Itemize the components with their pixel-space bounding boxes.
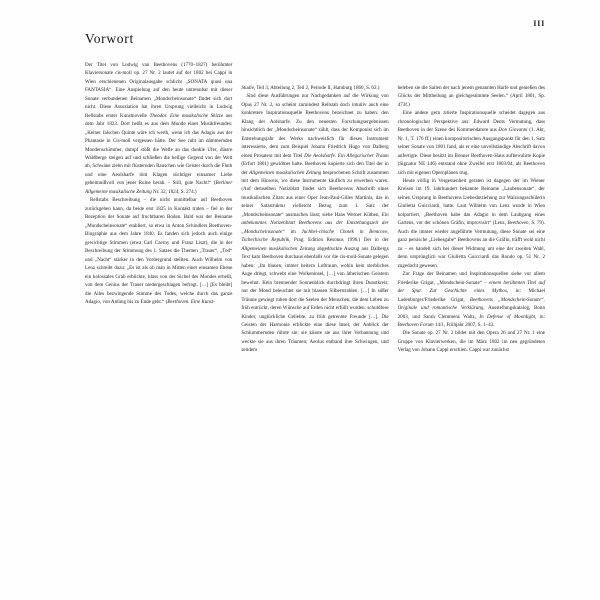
paragraph [398,109,545,177]
column-top-spacer [398,61,545,84]
paragraph [85,61,232,197]
page-title: Vorwort [85,31,134,46]
column-top-spacer [241,61,388,84]
text-run: (1. Akt, Nr. 1, T. 176 ff.) einen kompositorischen Ausgangspunkt für den 1. Satz seiner Sonate von 1801 fand, als er eine unvollständige Abschrift davon anfertigte. Diese besitzt im Bonner Beethoven-Haus aufbewahrte Kopie (Signatur NE 146) entstand ohne Zweifel erst 1803/04, als Beethoven sich mit eigenen Opernplänen trug. [397,127,545,176]
page-content [85,32,545,584]
paragraph [85,196,232,306]
italic-run: Die Aeolsharfe. Ein Allegorischer Traum [304,152,389,159]
text-run: Heute völlig in Vergessenheit geraten ist dagegen der im Wiener Kreisen im 19. Jahrhundert bekannte Beiname „Laubensonate“, der seinen Ursprung in Beethovens Liebesbeziehung zur Walzungsschülerin Giulietta Guicciardi, hatte. Laut Wilhelm von Lenz wurde in Wien kolportiert, „Beethoven habe das Adagio in dem Laubgang eines Gartens, vor der schönen Gräfin, improvisirt“ (Lenz, [397,178,545,227]
column-container [85,61,545,355]
text-run: , S. 79). Auch die immer wieder angeführte Vermutung, diese Sonate sei eine ganz persische „Liebesgabe“ Beethovens an die Gräfin, träfft wohl nicht zu – es handelt sich bei dieser Widmung um eine der zweiten Wahl, denn ursprünglich war Giulietta Guicciardi das Rondo op. 51 Nr. 2 zugedacht gewesen. [397,220,545,269]
italic-run: Juchhei-chische Chotek in Bemcove, Tschechische Republik [241,228,389,244]
page-number: III [533,18,545,28]
italic-run: Ein unbekanntes Notizenblatt Beethovens aus der Entstehungszeit der „Mondscheinsonate“ [241,211,389,235]
text-run: besprochenen Schrift zusammen mit dem Hinweis, wo diese Instrumente käuflich zu erwerben waren. (Auf demselben Notizblatt findet sich Beethovens Abschrift eines musikalischen Zitats aus einer Oper Jean-Paul-Gilles Martinis, das in seiner Satzstruktur vielleicht Bezug zum 1. Satz der „Mondscheinsonate“ ausmachen lässt; siehe Hans Werner Küthen, [241,169,389,218]
paragraph [241,92,388,355]
text-run: Eine andere gern zitierte Inspirationsquelle scheidet dagegen aus chronologischer Perspektive aus: Edward Dents Vermutung, dass Beethoven in der Szene des Kommendatore aus [397,110,545,134]
paragraph [398,270,545,329]
text-run: Zur Frage der Beinamen und Inspirationsquellen siehe vor allem Friederike Grigat, „Mondschein-Sonate“ – [397,271,545,286]
italic-run: Beethoven Forum [397,321,434,328]
paragraph [241,84,388,92]
text-run: Der Titel von Ludwig van Beethovens (1770–1827) berühmter Klaviersonate cis-moll op. 27 Nr. 2 lautet auf der 1802 bei Cappi in Wien erschienenen Originalausgabe schlicht „SONATA quasi una FANTASIA“. Eine Anspielung auf den heute untrennbar mit dieser Sonate verbundenen Beinamen „Mondscheinsonate“ findet sich dort nicht. Diese Assoziation hat ihren Ursprung vielleicht in Ludwig Rellstabs erster Kunstnovelle [85,61,233,119]
italic-run: Beethoven [507,220,529,227]
text-run: , in: [535,313,545,320]
text-run: , Teil 3, Abteilung 2, Teil 2, Periode II, Hamburg 1860, S. 62.) [253,84,380,91]
italic-run: Theodor. Eine musikalische Skizze [149,112,223,119]
text-run: im [284,228,302,235]
text-column-2 [241,61,388,355]
text-run: Nr. 32, 1824, S. 274.) [151,188,197,195]
paragraph [398,84,545,109]
text-run: abgedruckte Auszug aus Dalbergs Text kam Beethoven durchaus ebenfalls vor die cis-moll-Sonate gelegen haben: „Im blauen, immer heitern Luftraum, wohin kein sterbliches Auge dringt, schwebt eine Wolkeninsel, […] von ätherischen Geistern bewohnt. Kein brennender Sonnenblick durchdringt ihren Dunstkreis; nur der Mond beleuchtet sie mit blassen Silberstrahlen. […] In süßer Träume gewiegt ruhen dort die Seelen der Menschen, die dem Leben zu früh entrückt, deren Wünsche auf Erden nicht erfüllt wurden: schuldlose Kinder, unglückliche Geliebte, zu früh getrennte Freunde […]. Die Geisten der Harmonie erblickte eine diese Insel, der Anblick der Schlummernden rührte sie; sie küsste sie aus ihrer Verbannung und weckte sie aus ihren Träumen; Aeolus entband ihre Schwingen, und seitdem [241,245,389,354]
text-column-1 [85,61,232,307]
text-run: aus dem Jahr 1823. Dort heißt es aus dem Munde eines Musikfreundes: „Keiner falschen Quinte wäre ich werth, wenn ich das Adagio aus der Phantasie in Cis-moll vergessen hätte. Der See ruht im dämmernden Mondenschimmer, dumpf stößt die Welle an das dunkle Ufer, düstre Waldberge steigen auf und schließen die heilige Gegend von der Welt ab, Schwäne ziehn mit flüsternden Rauschen wie Geister durch die Fluth und eine Aeolsharfe tönt Klagen süchtiger einsamer Liebe geheimnißvoll von jener Ruine herab. – Still, gute Nacht!“ ( [85,112,233,187]
text-run: Rellstabs Beschreibung – die nicht unmittelbar auf Beethoven zurückgehen kann, da beide erst 1825 in Kontakt traten – fiel in der Rezeption der Sonate auf fruchtbaren Boden. Bald war der Beiname „Mondscheinsonate“ etabliert, so etwa in Anton Schindlers Beethoven-Biographie aus dem Jahre 1840. Es fanden sich jedoch auch einige gewichtige Stimmen (etwa Carl Czerny und Franz Liszt), die in der Beschreibung der Stimmung des 1. Satzes die Themen „Trauer“, „Tod“ und „Nacht“ stärker in den Vordergrund stellten. Auch Wilhelm von Lenz schreibt dazu: „Es ist als ob man in Mitten einer einsamen Ebene ein kolossales Grab erblickte, blass von der Sichel des Mondes erhellt, von dem Genius der Trauer niedergeschlagen befragt. […] [Es bleibt] die Alles bezwingende Stimme des Todes, welche durch das ganze Adagio, von Anfang bis zu Ende geht.“ ( [85,197,233,305]
paragraph [398,329,545,354]
italic-run: Don Giovanni [498,127,528,134]
italic-run: Beethovens „Mondschein-Sonate“. Originale und romantische Verklärung [397,296,545,312]
paragraph [398,177,545,270]
italic-run: Berliner Allgemeine musikalische Zeitung [85,180,233,195]
text-run: beleben sie die Saiten der nach jenem genannten Harfe und genießen des Glücks der Mittheilung an gleichgestimmte Seelen.“ (April 1801, Sp. 473f.) [397,84,545,108]
text-run: Sind diese Ausführungen nur Nachgedanken auf die Wirkung von Opus 27 Nr. 2, so scheint zumindest Rellstab doch intuitiv auch eine konkretere Inspirationsquelle Beethovens bezeichnet zu haben: den Klang der Aolsharfe. Zu den neuesten Forschungsergebnissen hinsichtlich der „Mondscheinsonate“ zählt, dass der Komponist sich im Entstehungsjahr des Werks nachweislich für dieses Instrument interessierte, dem zum Beispiel Johann Friedrich Hugo von Dalberg einen Prosatext mit dem Titel [241,93,389,159]
text-run: , Prag: Edition Resonus 1996.) Der in der [289,237,389,244]
text-column-3 [398,61,545,355]
text-run: , in: Michael Ladenburger/Friederike Grigat, [397,288,545,303]
italic-run: Beethoven. Eine Kunst- [167,298,215,305]
text-run: Die Sonate op. 27 Nr. 2 bildet mit den Opera 26 und 27 Nr. 1 eine Gruppe von Klavierwerken, die im März 1802 im neu gegründeten Verlag von Johann Cappi erschien. Cappi war zunächst [397,330,545,354]
italic-run: einem berühmten Titel auf der Spur. Zur Geschichte eines Mythos [397,279,545,295]
italic-run: Allgemeinen musikalischen Zeitung [249,169,322,176]
text-run: , Ausstellungskatalog, Bonn 2003, und Sarah Clemmens Waltz, [397,305,545,320]
text-run: (Erfurt 1801) gewidmet hatte. Beethoven kopierte sich den Titel der in der [241,161,389,176]
italic-run: Studie [241,84,254,91]
text-run: 14/1, Frühjahr 2007, S. 1–43. [433,321,495,328]
italic-run: In Defense of Moonlight [479,313,535,320]
italic-run: Allgemeinen musikalischen Zeitung [241,245,316,252]
